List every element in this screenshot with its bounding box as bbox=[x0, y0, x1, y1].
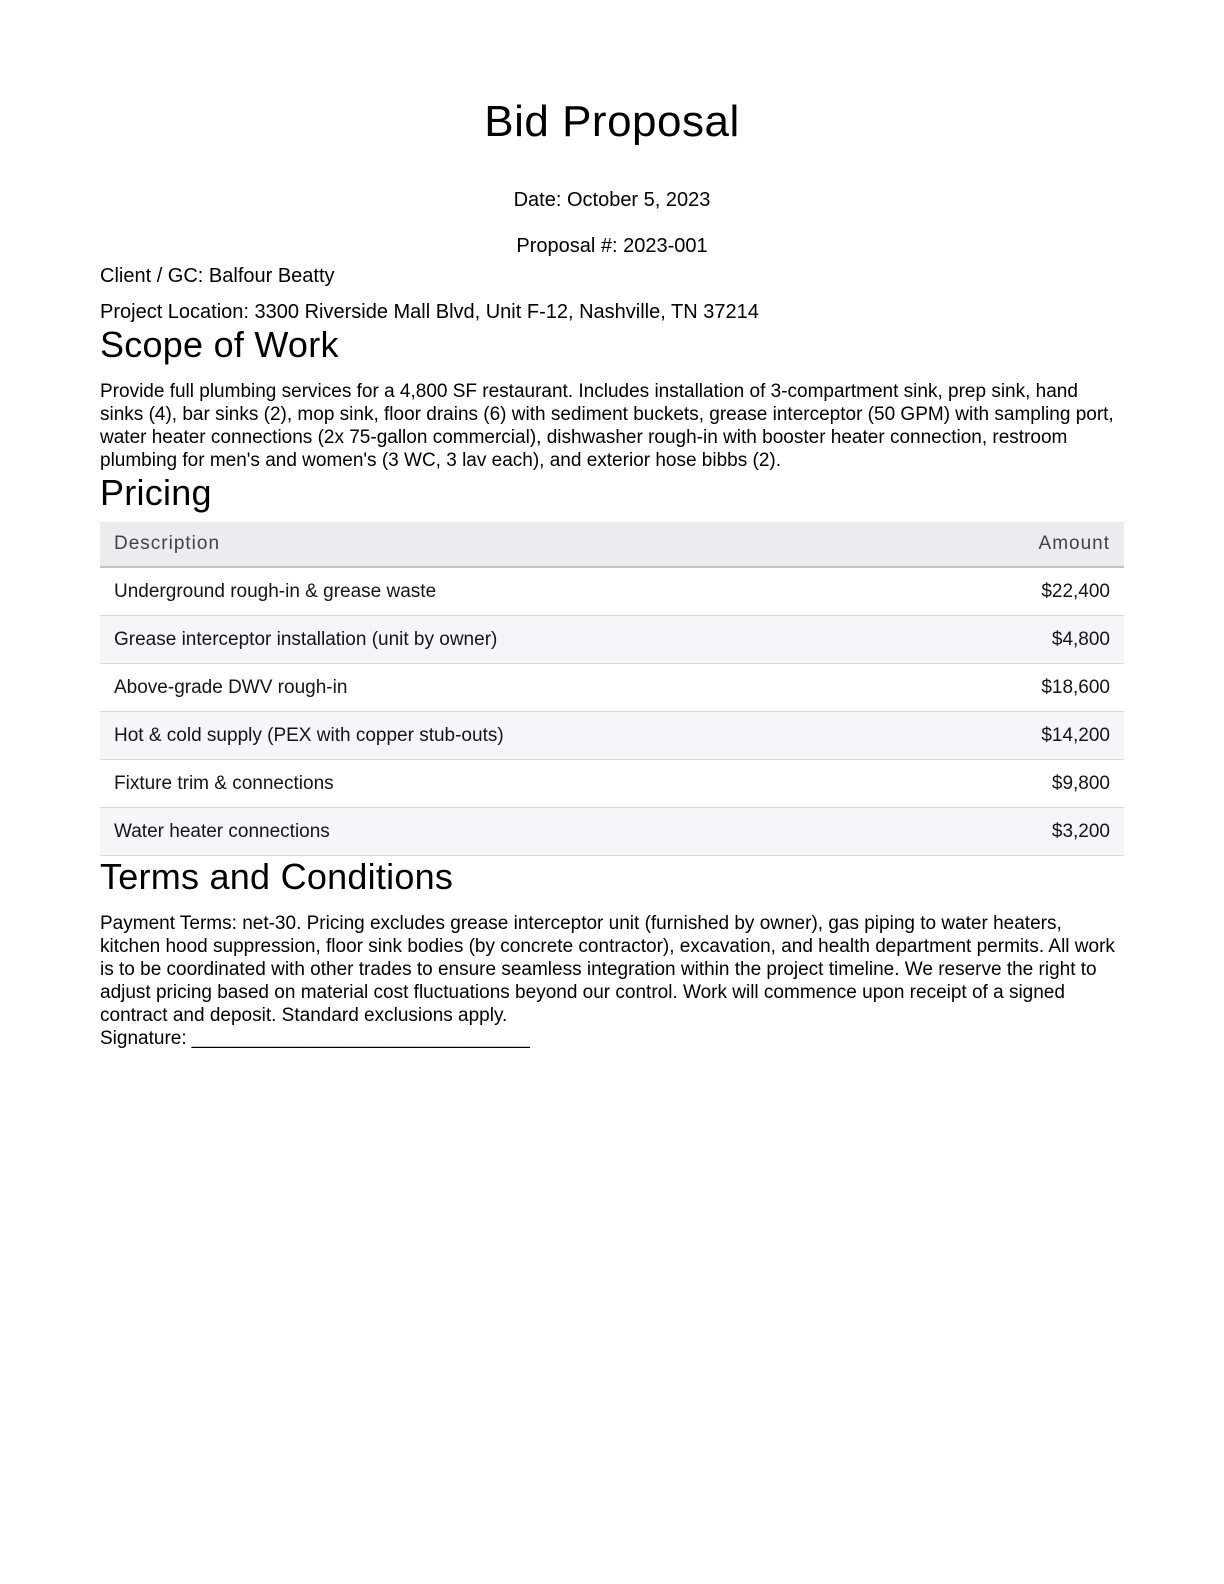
table-row bbox=[100, 760, 1124, 808]
pricing-table bbox=[100, 522, 1124, 856]
pricing-heading: Pricing bbox=[100, 472, 212, 513]
signature-row bbox=[100, 1027, 1124, 1050]
pricing-table-header-row bbox=[100, 522, 1124, 567]
row-amount: $14,200 bbox=[936, 712, 1124, 760]
date-line: Date: October 5, 2023 bbox=[513, 189, 711, 211]
table-row bbox=[100, 616, 1124, 664]
project-location-line: Project Location: 3300 Riverside Mall Blvd, Unit F-12, Nashville, TN 37214 bbox=[100, 301, 759, 323]
scope-of-work-text: Provide full plumbing services for a 4,800 SF restaurant. Includes installation of 3-compartment sink, prep sink, hand sinks (4), bar sinks (2), mop sink, floor drains (6) with sediment buckets, grease interceptor (50 GPM) with sampling port, water heater connections (2x 75-gallon commercial), dishwasher rough-in with booster heater connection, restroom plumbing for men's and women's (3 WC, 3 lav each), and exterior hose bibbs (2). bbox=[100, 381, 1114, 471]
proposal-number-line: Proposal #: 2023-001 bbox=[516, 235, 708, 257]
row-description: Grease interceptor installation (unit by owner) bbox=[100, 616, 936, 664]
table-row bbox=[100, 664, 1124, 712]
row-description: Hot & cold supply (PEX with copper stub-outs) bbox=[100, 712, 936, 760]
scope-of-work-heading: Scope of Work bbox=[100, 324, 339, 365]
client-line: Client / GC: Balfour Beatty bbox=[100, 265, 335, 287]
row-description: Underground rough-in & grease waste bbox=[100, 567, 936, 616]
column-header-amount: Amount bbox=[936, 522, 1124, 567]
table-row bbox=[100, 712, 1124, 760]
terms-heading: Terms and Conditions bbox=[100, 856, 454, 897]
row-amount: $9,800 bbox=[936, 760, 1124, 808]
table-row bbox=[100, 567, 1124, 616]
row-description: Water heater connections bbox=[100, 808, 936, 856]
signature-blank-line: ________________________________ bbox=[191, 1028, 530, 1049]
table-row bbox=[100, 808, 1124, 856]
row-amount: $4,800 bbox=[936, 616, 1124, 664]
row-amount: $18,600 bbox=[936, 664, 1124, 712]
row-amount: $3,200 bbox=[936, 808, 1124, 856]
row-description: Above-grade DWV rough-in bbox=[100, 664, 936, 712]
column-header-description: Description bbox=[100, 522, 936, 567]
row-amount: $22,400 bbox=[936, 567, 1124, 616]
terms-text: Payment Terms: net-30. Pricing excludes grease interceptor unit (furnished by owner), gas piping to water heaters, kitchen hood suppression, floor sink bodies (by concrete contractor), excavation, and health department permits. All work is to be coordinated with other trades to ensure seamless integration within the project timeline. We reserve the right to adjust pricing based on material cost fluctuations beyond our control. Work will commence upon receipt of a signed contract and deposit. Standard exclusions apply. bbox=[100, 913, 1115, 1026]
document-title: Bid Proposal bbox=[484, 97, 740, 146]
signature-label: Signature: bbox=[100, 1028, 187, 1049]
row-description: Fixture trim & connections bbox=[100, 760, 936, 808]
